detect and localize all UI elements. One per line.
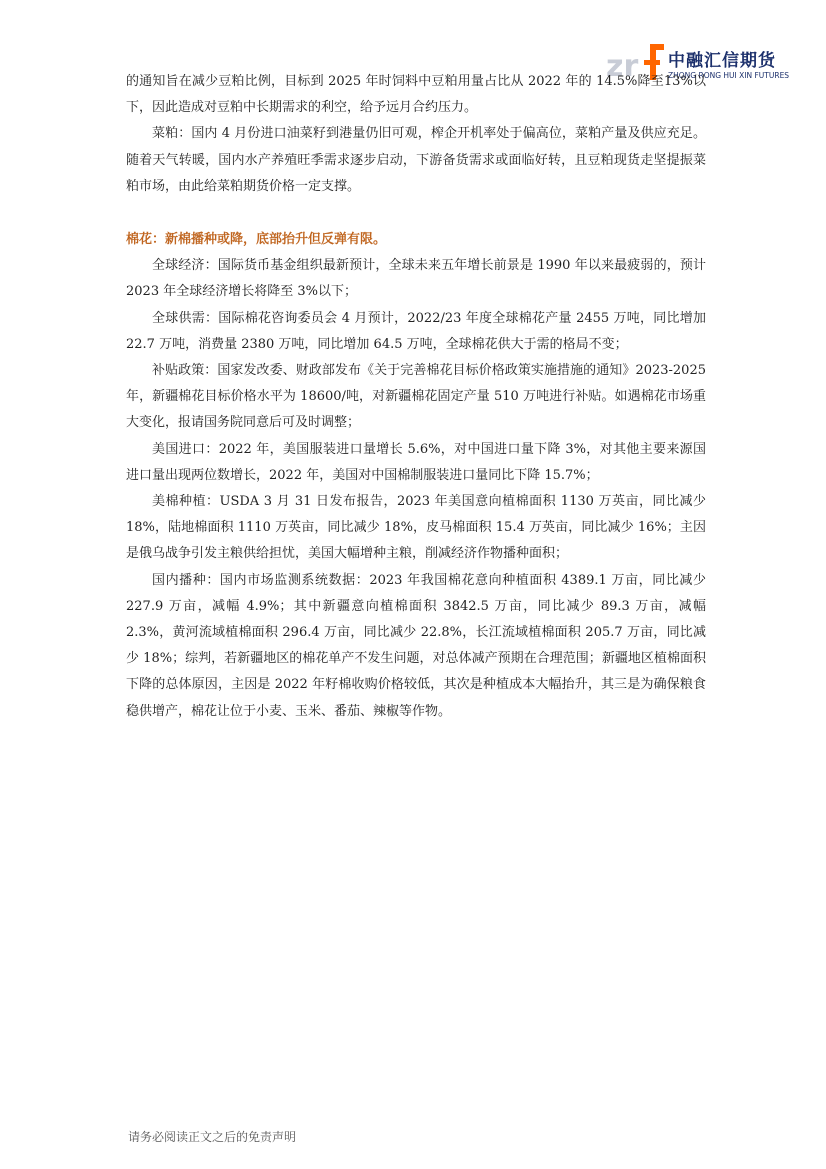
paragraph-us-imports: 美国进口：2022 年，美国服装进口量增长 5.6%，对中国进口量下降 3%，对其他主要来源国进口量出现两位数增长，2022 年，美国对中国棉制服装进口量同比下降 15.7%；: [126, 441, 706, 483]
logo-chinese-name: 中融汇信期货: [668, 51, 776, 71]
paragraph-subsidy-policy: 补贴政策：国家发改委、财政部发布《关于完善棉花目标价格政策实施措施的通知》2023-2025 年，新疆棉花目标价格水平为 18600/吨，对新疆棉花固定产量 510 万吨进行补贴。如遇棉花市场重大变化，报请国务院同意后可及时调整；: [126, 363, 706, 431]
disclaimer-footer: 请务必阅读正文之后的免责声明: [128, 1130, 297, 1144]
report-body: [126, 69, 706, 725]
paragraph-rapeseed-meal: 菜粕：国内 4 月份进口油菜籽到港量仍旧可观，榨企开机率处于偏高位，菜粕产量及供应充足。随着天气转暖，国内水产养殖旺季需求逐步启动，下游备货需求或面临好转，且豆粕现货走坚提振菜粕市场，由此给菜粕期货价格一定支撑。: [126, 126, 706, 194]
paragraph-global-economy: 全球经济：国际货币基金组织最新预计，全球未来五年增长前景是 1990 年以来最疲弱的，预计 2023 年全球经济增长将降至 3%以下；: [126, 258, 706, 300]
paragraph-us-cotton-planting: 美棉种植：USDA 3 月 31 日发布报告，2023 年美国意向植棉面积 1130 万英亩，同比减少 18%，陆地棉面积 1110 万英亩，同比减少 18%，皮马棉面积 15.4 万英亩，同比减少 16%；主因是俄乌战争引发主粮供给担忧，美国大幅增种主粮，削减经济作物播种面积；: [126, 494, 706, 562]
logo-english-name: ZHONG RONG HUI XIN FUTURES: [668, 71, 790, 80]
paragraph-global-supply-demand: 全球供需：国际棉花咨询委员会 4 月预计，2022/23 年度全球棉花产量 2455 万吨，同比增加 22.7 万吨，消费量 2380 万吨，同比增加 64.5 万吨，全球棉花供大于需的格局不变；: [126, 310, 706, 352]
paragraph-soymeal-continued: 的通知旨在减少豆粕比例，目标到 2025 年时饲料中豆粕用量占比从 2022 年的 14.5%降至13%以下，因此造成对豆粕中长期需求的利空，给予远月合约压力。: [126, 74, 706, 116]
section-title-cotton: 棉花：新棉播种或降，底部抬升但反弹有限。: [126, 232, 387, 248]
paragraph-domestic-planting: 国内播种：国内市场监测系统数据：2023 年我国棉花意向种植面积 4389.1 万亩，同比减少 227.9 万亩，减幅 4.9%；其中新疆意向植棉面积 3842.5 万亩，同比减少 89.3 万亩，减幅 2.3%，黄河流域植棉面积 296.4 万亩，同比减少 22.8%，长江流域植棉面积 205.7 万亩，同比减少 18%；综判，若新疆地区的棉花单产不发生问题，对总体减产预期在合理范围；新疆地区植棉面积下降的总体原因，主因是 2022 年籽棉收购价格较低，其次是种植成本大幅抬升，其三是为确保粮食稳供增产，棉花让位于小麦、玉米、番茄、辣椒等作物。: [126, 572, 706, 719]
svg-text:zr: zr: [606, 49, 639, 84]
